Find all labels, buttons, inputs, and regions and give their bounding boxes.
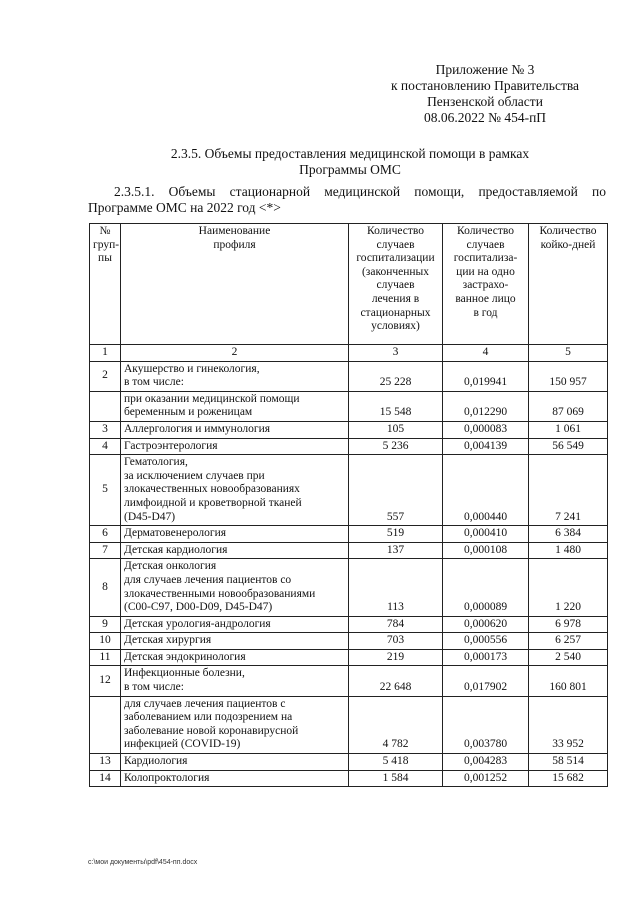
cases-cell: 557 — [349, 455, 443, 526]
header-line: койко-дней — [540, 238, 596, 251]
table-row — [90, 770, 608, 787]
profile-name-cell — [121, 391, 349, 421]
profile-name-line: Аллергология и иммунология — [124, 422, 271, 435]
bed-days-cell: 33 952 — [529, 696, 608, 753]
index-cell: 2 — [121, 345, 349, 362]
profile-name-line: Детская урология-андрология — [124, 617, 271, 630]
index-cell: 4 — [443, 345, 529, 362]
cases-cell: 703 — [349, 633, 443, 650]
header-line: Количество — [367, 225, 424, 237]
profile-name-line: Детская онкология — [124, 560, 217, 573]
group-number-cell: 8 — [90, 559, 121, 616]
profile-name-cell — [121, 421, 349, 438]
bed-days-cell: 6 384 — [529, 526, 608, 543]
header-cases-per-person — [443, 224, 529, 345]
profile-name-cell — [121, 526, 349, 543]
profile-name-cell — [121, 649, 349, 666]
profile-name-line: беременным и роженицам — [124, 406, 253, 419]
profile-name-line: Детская кардиология — [124, 543, 228, 556]
file-path-footer: c:\мои документы\pdf\454-пп.docx — [88, 859, 198, 866]
header-line: лечения в — [371, 292, 420, 305]
header-line: случаев — [466, 238, 505, 251]
table-row — [90, 696, 608, 753]
annex-line: 08.06.2022 № 454-пП — [423, 110, 547, 125]
cases-per-person-cell: 0,000083 — [443, 421, 529, 438]
cases-per-person-cell: 0,017902 — [443, 666, 529, 696]
profile-name-line: Акушерство и гинекология, — [124, 362, 260, 375]
header-group-number — [90, 224, 121, 345]
profile-name-line: Кардиология — [124, 755, 188, 768]
profile-name-cell — [121, 361, 349, 391]
group-number-cell: 10 — [90, 633, 121, 650]
table-row — [90, 421, 608, 438]
cases-cell: 15 548 — [349, 391, 443, 421]
group-number-cell: 6 — [90, 526, 121, 543]
header-line: груп- — [93, 238, 120, 251]
profile-name-cell — [121, 770, 349, 787]
profile-name-cell — [121, 438, 349, 455]
cases-per-person-cell: 0,004283 — [443, 754, 529, 771]
cases-cell: 113 — [349, 559, 443, 616]
header-line: ванное лицо — [455, 292, 516, 305]
group-number-cell — [90, 391, 121, 421]
table-row — [90, 526, 608, 543]
header-line: случаев — [376, 238, 415, 251]
profile-name-line: лимфоидной и кроветворной тканей — [124, 496, 302, 509]
group-number-cell: 9 — [90, 616, 121, 633]
cases-cell: 1 584 — [349, 770, 443, 787]
bed-days-cell: 87 069 — [529, 391, 608, 421]
header-line: случаев — [376, 279, 415, 292]
cases-per-person-cell: 0,001252 — [443, 770, 529, 787]
profile-name-line: Колопроктология — [124, 771, 210, 784]
cases-per-person-cell: 0,000089 — [443, 559, 529, 616]
header-profile-name — [121, 224, 349, 345]
profile-name-cell — [121, 696, 349, 753]
profile-name-line: заболеванием или подозрением на — [124, 711, 293, 724]
profile-name-cell — [121, 455, 349, 526]
profile-name-cell — [121, 616, 349, 633]
table-header-row — [90, 224, 608, 345]
group-number-cell: 11 — [90, 649, 121, 666]
cases-per-person-cell: 0,000440 — [443, 455, 529, 526]
cases-per-person-cell: 0,019941 — [443, 361, 529, 391]
table-row — [90, 542, 608, 559]
header-line: Наименование — [198, 225, 271, 237]
table-row — [90, 361, 608, 391]
profile-name-cell — [121, 633, 349, 650]
profile-name-line: для случаев лечения пациентов со — [124, 573, 292, 586]
profile-name-line: Детская хирургия — [124, 634, 212, 647]
header-line: № — [99, 225, 111, 237]
cases-cell: 5 236 — [349, 438, 443, 455]
bed-days-cell: 6 257 — [529, 633, 608, 650]
table-row — [90, 616, 608, 633]
cases-cell: 784 — [349, 616, 443, 633]
profile-name-line: Инфекционные болезни, — [124, 667, 245, 680]
profile-name-line: в том числе: — [124, 376, 184, 389]
section-title — [100, 146, 600, 178]
header-line: профиля — [213, 238, 256, 251]
header-line: госпитализа- — [453, 252, 518, 265]
profile-name-cell — [121, 559, 349, 616]
profile-name-line: злокачественных новообразованиях — [124, 483, 300, 496]
header-cases — [349, 224, 443, 345]
group-number-cell: 5 — [90, 455, 121, 526]
table-row — [90, 633, 608, 650]
profile-name-line: Гастроэнтерология — [124, 439, 218, 452]
subsection-title: 2.3.5.1. Объемы стационарной медицинской помощи, предоставляемой по Программе ОМС на 2022 год <*> — [88, 184, 606, 215]
profile-name-line: злокачественными новообразованиями — [124, 587, 316, 600]
header-line: Количество — [539, 225, 597, 237]
profile-name-line: (C00-C97, D00-D09, D45-D47) — [124, 601, 273, 614]
cases-cell: 105 — [349, 421, 443, 438]
table-row — [90, 438, 608, 455]
index-cell: 5 — [529, 345, 608, 362]
group-number-cell: 3 — [90, 421, 121, 438]
bed-days-cell: 150 957 — [529, 361, 608, 391]
profile-name-line: за исключением случаев при — [124, 469, 265, 482]
index-cell: 3 — [349, 345, 443, 362]
section-title-line: Программы ОМС — [299, 162, 401, 177]
group-number-cell: 4 — [90, 438, 121, 455]
cases-cell: 137 — [349, 542, 443, 559]
profile-name-line: инфекцией (COVID-19) — [124, 738, 241, 751]
annex-line: к постановлению Правительства — [390, 78, 580, 93]
cases-per-person-cell: 0,000556 — [443, 633, 529, 650]
header-line: ции на одно — [456, 265, 515, 278]
bed-days-cell: 2 540 — [529, 649, 608, 666]
table-row — [90, 649, 608, 666]
group-number-cell: 13 — [90, 754, 121, 771]
section-title-line: 2.3.5. Объемы предоставления медицинской помощи в рамках — [170, 146, 530, 161]
profile-name-cell — [121, 666, 349, 696]
profile-name-cell — [121, 754, 349, 771]
profile-name-line: (D45-D47) — [124, 510, 176, 523]
cases-cell: 22 648 — [349, 666, 443, 696]
profile-name-line: заболевание новой коронавирусной — [124, 724, 299, 737]
header-line: условиях) — [371, 320, 420, 333]
group-number-cell — [90, 696, 121, 753]
annex-line: Приложение № 3 — [435, 62, 535, 77]
bed-days-cell: 160 801 — [529, 666, 608, 696]
bed-days-cell: 15 682 — [529, 770, 608, 787]
cases-cell: 5 418 — [349, 754, 443, 771]
bed-days-cell: 1 220 — [529, 559, 608, 616]
table-row — [90, 666, 608, 696]
bed-days-cell: 1 480 — [529, 542, 608, 559]
cases-per-person-cell: 0,003780 — [443, 696, 529, 753]
profile-name-line: в том числе: — [124, 681, 184, 694]
profile-name-line: для случаев лечения пациентов с — [124, 697, 286, 710]
cases-per-person-cell: 0,004139 — [443, 438, 529, 455]
profile-name-line: Гематология, — [124, 456, 188, 469]
bed-days-cell: 6 978 — [529, 616, 608, 633]
table-row — [90, 391, 608, 421]
table-index-row — [90, 345, 608, 362]
cases-cell: 519 — [349, 526, 443, 543]
header-line: застрахо- — [462, 279, 509, 292]
header-line: госпитализации — [356, 252, 435, 265]
cases-per-person-cell: 0,000620 — [443, 616, 529, 633]
header-line: пы — [98, 252, 112, 265]
bed-days-cell: 7 241 — [529, 455, 608, 526]
bed-days-cell: 56 549 — [529, 438, 608, 455]
volumes-table — [89, 223, 608, 787]
group-number-cell: 14 — [90, 770, 121, 787]
profile-name-line: при оказании медицинской помощи — [124, 392, 300, 405]
table-row — [90, 559, 608, 616]
group-number-cell: 2 — [90, 361, 121, 391]
table-row — [90, 455, 608, 526]
table-row — [90, 754, 608, 771]
group-number-cell: 12 — [90, 666, 121, 696]
header-line: Количество — [457, 225, 514, 237]
header-bed-days — [529, 224, 608, 345]
index-cell: 1 — [90, 345, 121, 362]
annex-block — [370, 62, 600, 126]
profile-name-line: Детская эндокринология — [124, 650, 246, 663]
header-line: (законченных — [361, 265, 430, 278]
cases-cell: 219 — [349, 649, 443, 666]
cases-per-person-cell: 0,012290 — [443, 391, 529, 421]
cases-per-person-cell: 0,000173 — [443, 649, 529, 666]
cases-cell: 4 782 — [349, 696, 443, 753]
cases-per-person-cell: 0,000410 — [443, 526, 529, 543]
annex-line: Пензенской области — [427, 94, 543, 109]
group-number-cell: 7 — [90, 542, 121, 559]
profile-name-line: Дерматовенерология — [124, 527, 227, 540]
profile-name-cell — [121, 542, 349, 559]
header-line: стационарных — [360, 306, 431, 319]
table-body — [90, 361, 608, 787]
cases-cell: 25 228 — [349, 361, 443, 391]
bed-days-cell: 1 061 — [529, 421, 608, 438]
cases-per-person-cell: 0,000108 — [443, 542, 529, 559]
bed-days-cell: 58 514 — [529, 754, 608, 771]
header-line: в год — [473, 306, 498, 319]
